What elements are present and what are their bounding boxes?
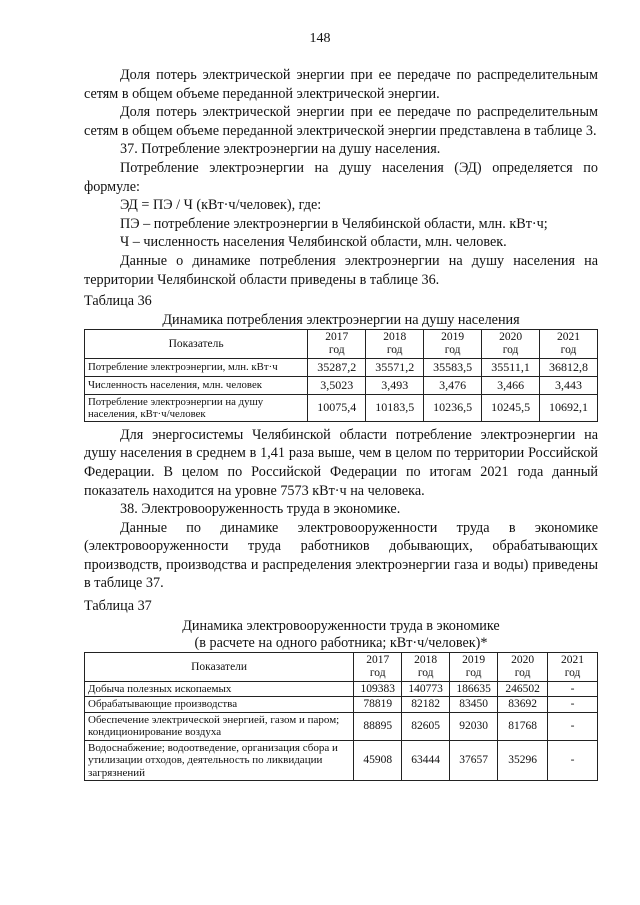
table-header-year — [424, 329, 482, 358]
cell-value: 3,5023 — [308, 376, 366, 394]
cell-value: 3,476 — [424, 376, 482, 394]
cell-value: 88895 — [354, 712, 402, 740]
table-row — [85, 681, 598, 697]
row-label: Обеспечение электрической энергией, газом и паром; кондиционирование воздуха — [85, 712, 354, 740]
table-37-caption-line1: Динамика электровооруженности труда в экономике — [182, 617, 500, 634]
page-number: 148 — [309, 31, 331, 46]
paragraph: Доля потерь электрической энергии при ее передаче по распределительным сетям в общем объеме переданной электрической энергии. — [84, 67, 598, 102]
table-row — [85, 394, 598, 421]
year-value: 2018 — [383, 330, 407, 343]
row-label: Добыча полезных ископаемых — [85, 681, 354, 697]
cell-value: 81768 — [498, 712, 548, 740]
year-value: 2019 — [441, 330, 465, 343]
year-value: 2020 — [511, 653, 535, 666]
year-unit: год — [465, 666, 482, 679]
cell-value: 35287,2 — [308, 358, 366, 376]
table-header-row — [85, 652, 598, 681]
year-value: 2017 — [325, 330, 349, 343]
cell-value: 37657 — [450, 740, 498, 781]
cell-value: 78819 — [354, 697, 402, 713]
cell-value: 109383 — [354, 681, 402, 697]
year-value: 2021 — [557, 330, 581, 343]
table-row — [85, 740, 598, 781]
year-unit: год — [386, 343, 403, 356]
table-36-label: Таблица 36 — [84, 293, 152, 310]
year-value: 2017 — [366, 653, 390, 666]
table-header-year — [540, 329, 598, 358]
cell-value: 35571,2 — [366, 358, 424, 376]
cell-value: 45908 — [354, 740, 402, 781]
table-header-year — [308, 329, 366, 358]
row-label: Обрабатывающие производства — [85, 697, 354, 713]
table-header-year — [548, 652, 598, 681]
cell-value: 82182 — [402, 697, 450, 713]
cell-value: 3,466 — [482, 376, 540, 394]
paragraph: Доля потерь электрической энергии при ее передаче по распределительным сетям в общем объеме переданной электрической энергии представлена в таблице 3. — [84, 104, 598, 139]
row-label: Потребление электроэнергии, млн. кВт·ч — [85, 358, 308, 376]
formula: ЭД = ПЭ / Ч (кВт·ч/человек), где: — [120, 197, 322, 214]
cell-value: 10075,4 — [308, 394, 366, 421]
cell-value: 10236,5 — [424, 394, 482, 421]
paragraph: Данные по динамике электровооруженности труда в экономике (электровооруженности труда работников добывающих, обрабатывающих производств, производства и распределения электроэнергии газа и воды) приведены в таблице 37. — [84, 519, 598, 592]
cell-value: - — [548, 697, 598, 713]
cell-value: 83450 — [450, 697, 498, 713]
table-header-year — [354, 652, 402, 681]
cell-value: 35511,1 — [482, 358, 540, 376]
cell-value: 35583,5 — [424, 358, 482, 376]
cell-value: 36812,8 — [540, 358, 598, 376]
table-37 — [84, 652, 598, 782]
table-header-year — [366, 329, 424, 358]
year-value: 2021 — [561, 653, 585, 666]
table-36 — [84, 329, 598, 422]
cell-value: 10183,5 — [366, 394, 424, 421]
cell-value: - — [548, 681, 598, 697]
row-label: Потребление электроэнергии на душу населения, кВт·ч/человек — [85, 394, 308, 421]
year-unit: год — [369, 666, 386, 679]
table-37-caption-line2: (в расчете на одного работника; кВт·ч/человек)* — [194, 634, 488, 651]
year-value: 2018 — [414, 653, 438, 666]
cell-value: 82605 — [402, 712, 450, 740]
paragraph: Данные о динамике потребления электроэнергии на душу населения на территории Челябинской области приведены в таблице 36. — [84, 252, 598, 288]
cell-value: 246502 — [498, 681, 548, 697]
cell-value: - — [548, 712, 598, 740]
cell-value: 35296 — [498, 740, 548, 781]
cell-value: - — [548, 740, 598, 781]
table-header-indicator: Показатели — [85, 652, 354, 681]
row-label: Водоснабжение; водоотведение, организация сбора и утилизации отходов, деятельность по ликвидации загрязнений — [85, 740, 354, 781]
table-header-year — [450, 652, 498, 681]
formula-variable-pe: ПЭ – потребление электроэнергии в Челябинской области, млн. кВт·ч; — [120, 215, 548, 232]
year-unit: год — [560, 343, 577, 356]
formula-variable-ch: Ч – численность населения Челябинской области, млн. человек. — [120, 234, 507, 251]
row-label: Численность населения, млн. человек — [85, 376, 308, 394]
table-37-label: Таблица 37 — [84, 598, 152, 615]
table-36-caption: Динамика потребления электроэнергии на душу населения — [162, 311, 520, 328]
cell-value: 140773 — [402, 681, 450, 697]
document-body — [84, 66, 598, 781]
cell-value: 3,493 — [366, 376, 424, 394]
paragraph: Потребление электроэнергии на душу населения (ЭД) определяется по формуле: — [84, 159, 598, 195]
table-row — [85, 358, 598, 376]
year-value: 2019 — [462, 653, 486, 666]
table-header-year — [402, 652, 450, 681]
year-unit: год — [514, 666, 531, 679]
cell-value: 10245,5 — [482, 394, 540, 421]
table-header-year — [498, 652, 548, 681]
cell-value: 186635 — [450, 681, 498, 697]
table-header-year — [482, 329, 540, 358]
year-unit: год — [444, 343, 461, 356]
section-heading-37: 37. Потребление электроэнергии на душу населения. — [120, 141, 441, 158]
year-unit: год — [502, 343, 519, 356]
table-row — [85, 697, 598, 713]
cell-value: 83692 — [498, 697, 548, 713]
year-unit: год — [328, 343, 345, 356]
year-unit: год — [417, 666, 434, 679]
table-header-indicator: Показатель — [85, 329, 308, 358]
year-unit: год — [564, 666, 581, 679]
year-value: 2020 — [499, 330, 523, 343]
table-row — [85, 376, 598, 394]
paragraph: Для энергосистемы Челябинской области потребление электроэнергии на душу населения в среднем в 1,41 раза выше, чем в целом по территории Российской Федерации. В целом по Российской Федерации по итогам 2021 года данный показатель находится на уровне 7573 кВт·ч на человека. — [84, 426, 598, 499]
cell-value: 63444 — [402, 740, 450, 781]
section-heading-38: 38. Электровооруженность труда в экономике. — [120, 501, 401, 518]
cell-value: 10692,1 — [540, 394, 598, 421]
table-header-row — [85, 329, 598, 358]
cell-value: 3,443 — [540, 376, 598, 394]
cell-value: 92030 — [450, 712, 498, 740]
table-row — [85, 712, 598, 740]
